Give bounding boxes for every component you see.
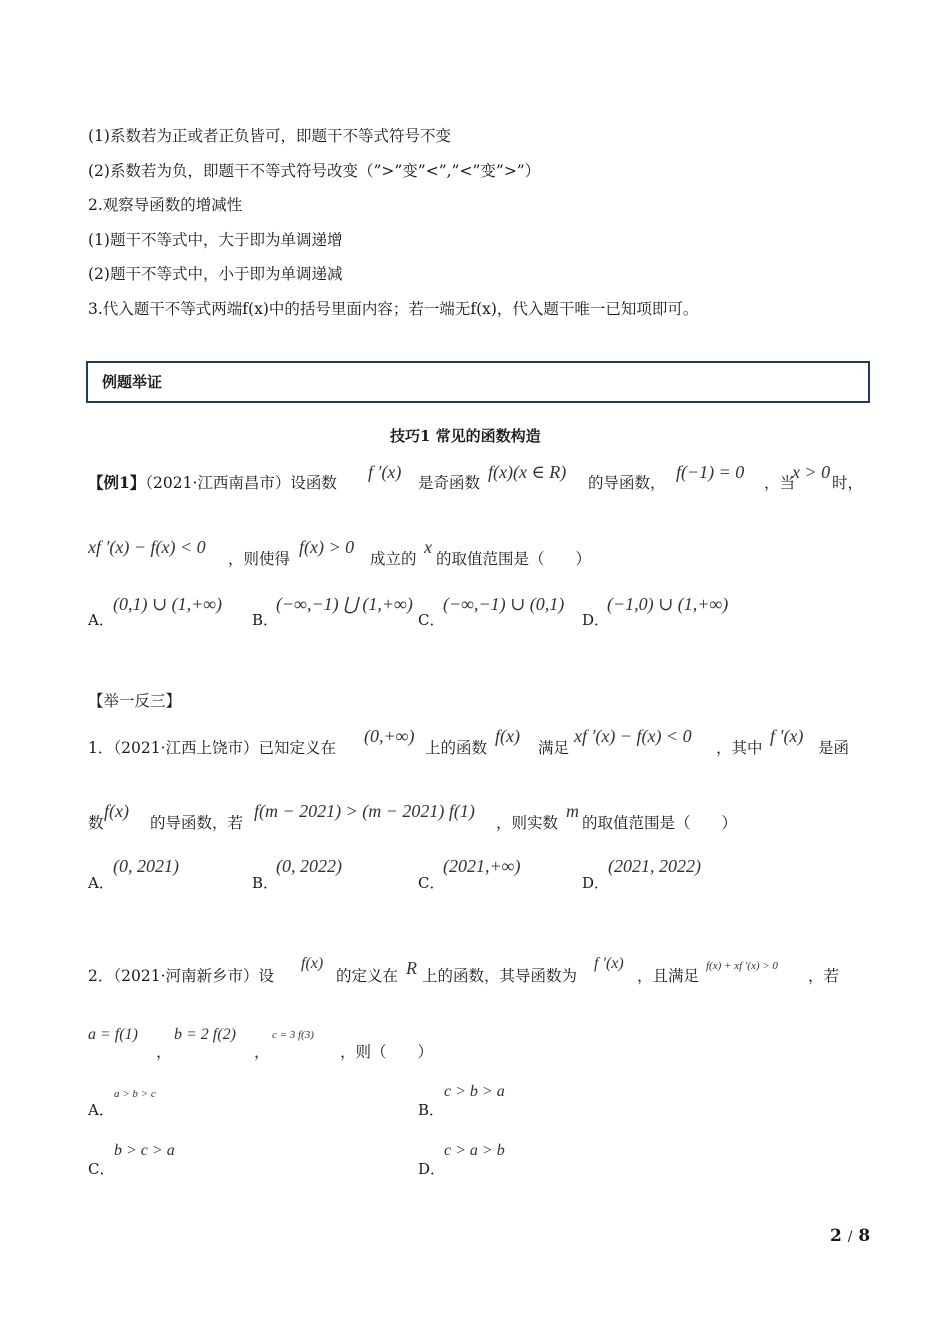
example1-cond2: x > 0 [792,462,831,482]
q2-t2: 上的函数，其导函数为 [422,967,578,985]
q2-source: （2021·河南新乡市）设 [113,967,274,985]
example1-t6: 成立的 [370,550,417,568]
q1-number: 1． [88,739,114,757]
q1-option-b: (0, 2022) [276,856,342,876]
q2-option-c-letter: C． [88,1160,115,1178]
q1-inequality: xf ′(x) − f(x) < 0 [574,726,692,746]
q2-domain: R [406,958,417,978]
q1-t6: 的导函数，若 [150,814,244,832]
q1-option-a-letter: A． [88,874,114,892]
q2-option-b: c > b > a [444,1083,505,1100]
q2-fprime: f ′(x) [594,955,624,972]
q1-condition: f(m − 2021) > (m − 2021) f(1) [254,801,475,821]
q2-option-d-letter: D． [418,1160,446,1178]
q2-option-a: a > b > c [114,1088,156,1100]
page-current: 2 [830,1226,842,1246]
q2-option-d: c > a > b [444,1142,505,1159]
example1-option-d: (−1,0) ∪ (1,+∞) [607,594,729,614]
q2-t5: ，则（ ） [340,1043,434,1061]
example1-option-c: (−∞,−1) ∪ (0,1) [443,594,565,614]
q2-t1: 的定义在 [336,967,399,985]
q2-intro [88,964,274,986]
q1-t8: 的取值范围是（ ） [582,814,738,832]
example1-label: 【例1】 [88,473,146,492]
q2-sep1: ， [156,1043,172,1061]
page-separator: / [847,1229,853,1245]
example1-prefix [88,471,337,493]
q1-source: （2021·江西上饶市）已知定义在 [113,739,336,757]
practice-header: 【举一反三】 [88,692,182,710]
example1-t7: 的取值范围是（ ） [436,550,592,568]
page-total: 8 [858,1226,871,1246]
page-number [830,1226,870,1246]
q1-intro [88,736,336,758]
q2-t3: ，且满足 [637,967,700,985]
example1-t4: 时， [832,474,864,492]
technique-title: 技巧1 常见的函数构造 [390,427,541,445]
note-line-1: (1)系数若为正或者正负皆可，即题干不等式符号不变 [88,127,451,145]
q2-number: 2． [88,967,114,985]
example1-option-c-letter: C． [418,611,445,629]
example1-t3: ，当 [764,474,796,492]
q2-option-b-letter: B． [418,1101,445,1119]
example1-option-a: (0,1) ∪ (1,+∞) [113,594,223,614]
q1-option-b-letter: B． [252,874,279,892]
note-line-5: (2)题干不等式中，小于即为单调递减 [88,265,343,283]
q1-t7: ，则实数 [496,814,559,832]
note-line-2: (2)系数若为负，即题干不等式符号改变（”>”变”<”,”<”变”>”） [88,162,541,180]
q1-fprime: f ′(x) [770,726,804,746]
q1-t1: 上的函数 [425,739,488,757]
q2-t4: ，若 [808,967,840,985]
q2-a-def: a = f(1) [88,1026,138,1043]
example1-t1: 是奇函数 [418,474,481,492]
section-box-title: 例题举证 [102,373,163,391]
example1-fprime: f ′(x) [368,462,402,482]
example1-t2: 的导函数， [588,474,666,492]
q2-sep2: ， [254,1043,270,1061]
q2-b-def: b = 2 f(2) [174,1026,236,1043]
example1-target: f(x) > 0 [299,537,355,557]
example1-cond1: f(−1) = 0 [676,462,745,482]
example1-inequality: xf ′(x) − f(x) < 0 [88,537,206,557]
q1-option-a: (0, 2021) [113,856,179,876]
q2-c-def: c = 3 f(3) [272,1029,314,1041]
q1-interval: (0,+∞) [364,726,415,746]
q1-option-d: (2021, 2022) [608,856,701,876]
q1-option-c: (2021,+∞) [443,856,521,876]
q2-fx: f(x) [301,955,324,972]
note-line-3: 2.观察导函数的增减性 [88,196,243,214]
q2-option-a-letter: A． [88,1101,114,1119]
q1-fx2: f(x) [104,801,129,821]
q1-t5: 数 [88,814,104,832]
q1-var: m [566,801,579,821]
q2-inequality: f(x) + xf ′(x) > 0 [706,960,778,972]
q1-option-c-letter: C． [418,874,445,892]
note-line-6: 3.代入题干不等式两端f(x)中的括号里面内容；若一端无f(x)，代入题干唯一已知项即可。 [88,300,699,318]
example1-option-b-letter: B． [252,611,279,629]
q1-fx: f(x) [495,726,520,746]
q1-option-d-letter: D． [582,874,610,892]
note-line-4: (1)题干不等式中，大于即为单调递增 [88,231,343,249]
q1-t2: 满足 [538,739,570,757]
q1-t3: ，其中 [716,739,763,757]
example1-t5: ，则使得 [228,550,291,568]
example1-option-b: (−∞,−1) ⋃ (1,+∞) [276,594,413,614]
section-box [86,361,870,403]
example1-fx-domain: f(x)(x ∈ R) [488,462,567,482]
example1-option-d-letter: D． [582,611,610,629]
example1-source: （2021·江西南昌市）设函数 [145,474,337,492]
q1-t4: 是函 [818,739,850,757]
example1-var: x [424,537,432,557]
q2-option-c: b > c > a [114,1142,175,1159]
example1-option-a-letter: A． [88,611,114,629]
